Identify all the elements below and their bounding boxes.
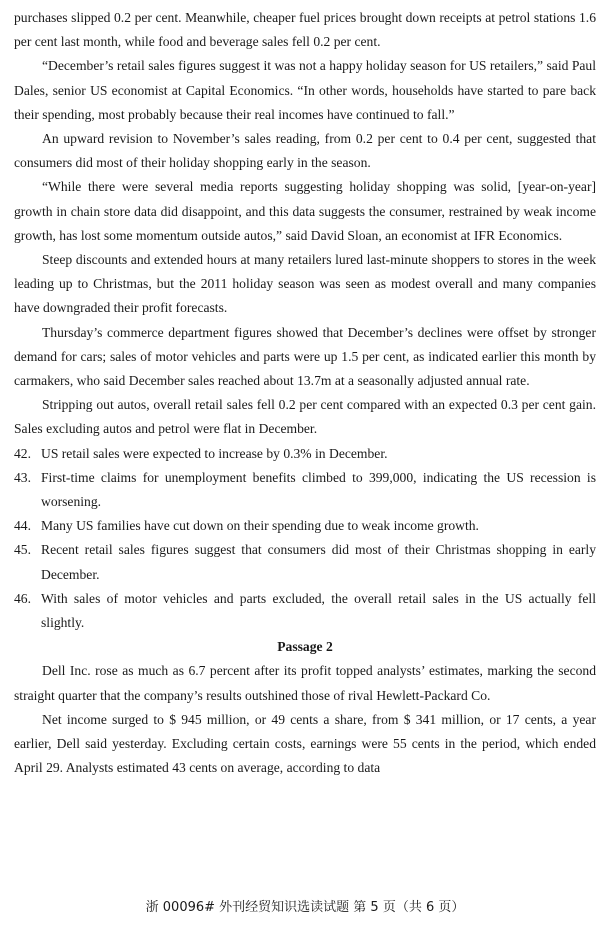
question-text: With sales of motor vehicles and parts excluded, the overall retail sales in the US actually fell slightly.	[41, 590, 596, 631]
passage-heading: Passage 2	[277, 639, 333, 655]
question-item	[14, 514, 596, 538]
question-text: Recent retail sales figures suggest that consumers did most of their Christmas shopping in early December.	[41, 542, 596, 582]
paragraph: “While there were several media reports suggesting holiday shopping was solid, [year-on-year] growth in chain store data did disappoint, and this data suggests the consumer, restrained by weak income growth, has lost some momentum outside autos,” said David Sloan, an economist at IFR Economics.	[14, 179, 596, 243]
question-text: Many US families have cut down on their spending due to weak income growth.	[41, 518, 479, 534]
paragraph: Thursday’s commerce department figures showed that December’s declines were offset by stronger demand for cars; sales of motor vehicles and parts were up 1.5 per cent, as indicated earlier this month by carmakers, who said December sales reached about 13.7m at a seasonally adjusted annual rate.	[14, 324, 596, 389]
paragraph: Steep discounts and extended hours at many retailers lured last-minute shoppers to stores in the week leading up to Christmas, but the 2011 holiday season was seen as modest overall and many companies have downgraded their profit forecasts.	[14, 252, 596, 316]
question-number: 43.	[14, 469, 31, 485]
question-number: 45.	[14, 542, 31, 558]
question-item	[14, 538, 596, 586]
question-item	[14, 442, 596, 466]
question-item	[14, 466, 596, 514]
question-text: First-time claims for unemployment benefits climbed to 399,000, indicating the US recession is worsening.	[41, 469, 596, 510]
passage-2-body	[14, 659, 596, 780]
paragraph: Dell Inc. rose as much as 6.7 percent after its profit topped analysts’ estimates, marking the second straight quarter that the company’s results outshined those of rival Hewlett-Packard Co.	[14, 663, 596, 703]
question-number: 46.	[14, 590, 31, 606]
paragraph: Net income surged to $ 945 million, or 49 cents a share, from $ 341 million, or 17 cents, a year earlier, Dell said yesterday. Excluding certain costs, earnings were 55 cents in the period, which ended April 29. Analysts estimated 43 cents on average, according to data	[14, 711, 596, 776]
question-text: US retail sales were expected to increase by 0.3% in December.	[41, 445, 388, 461]
question-item	[14, 587, 596, 635]
paragraph: purchases slipped 0.2 per cent. Meanwhile, cheaper fuel prices brought down receipts at petrol stations 1.6 per cent last month, while food and beverage sales fell 0.2 per cent.	[14, 10, 596, 50]
paragraph: “December’s retail sales figures suggest it was not a happy holiday season for US retailers,” said Paul Dales, senior US economist at Capital Economics. “In other words, households have started to pare back their spending, most probably because their real incomes have continued to fall.”	[14, 58, 596, 122]
question-number: 44.	[14, 518, 31, 534]
document-page	[14, 6, 596, 781]
question-number: 42.	[14, 445, 31, 461]
passage-1-body	[14, 6, 596, 442]
paragraph: Stripping out autos, overall retail sales fell 0.2 per cent compared with an expected 0.3 per cent gain. Sales excluding autos and petrol were flat in December.	[14, 397, 596, 437]
question-list	[14, 442, 596, 636]
page-footer: 浙 00096# 外刊经贸知识选读试题 第 5 页（共 6 页）	[145, 900, 465, 915]
paragraph: An upward revision to November’s sales reading, from 0.2 per cent to 0.4 per cent, suggested that consumers did most of their holiday shopping early in the season.	[14, 131, 596, 171]
